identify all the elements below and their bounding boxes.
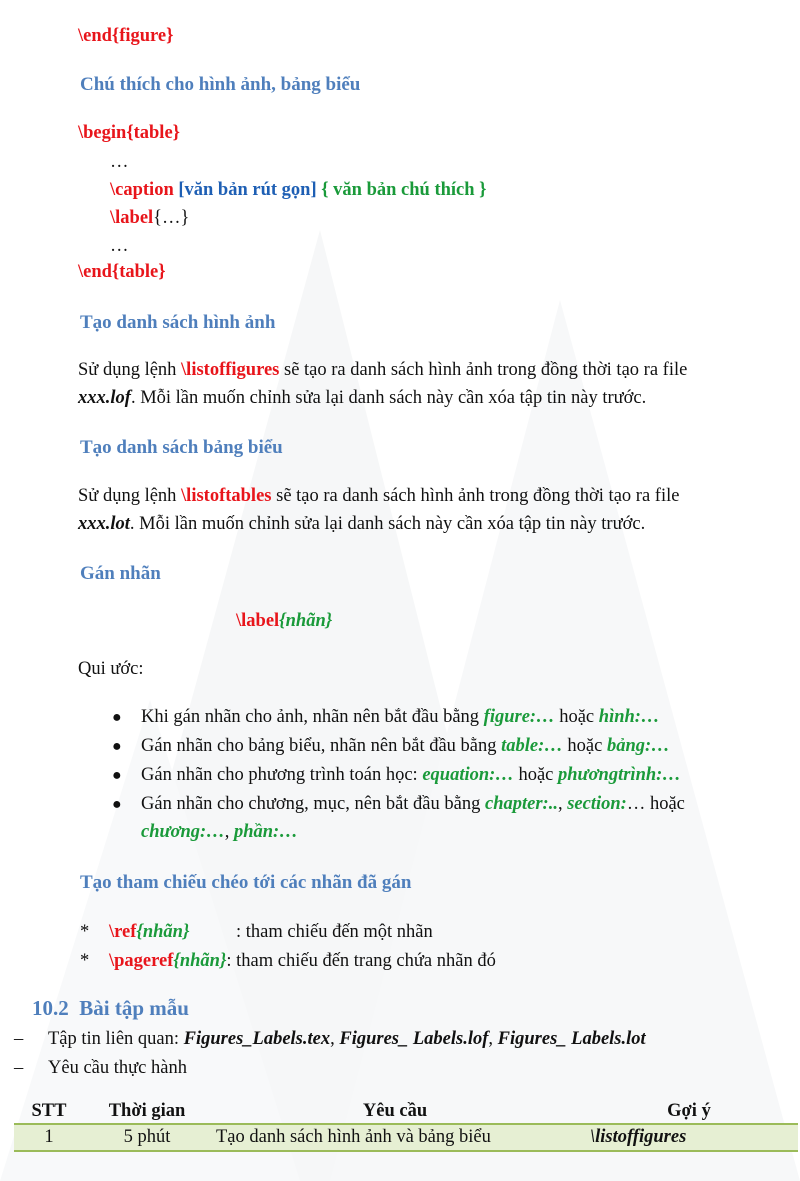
caption-long-text: { văn bản chú thích } xyxy=(321,180,487,200)
table-cell: \listoffigures xyxy=(580,1124,798,1151)
column-header: STT xyxy=(31,1101,67,1121)
pageref-syntax xyxy=(109,951,496,972)
star-icon: * xyxy=(80,922,90,942)
bullet-icon: ● xyxy=(112,796,122,813)
paragraph-text: , xyxy=(224,822,234,842)
ref-description: : tham chiếu đến một nhãn xyxy=(236,922,433,942)
caption-command-line xyxy=(110,180,486,201)
caption-heading: Chú thích cho hình ảnh, bảng biểu xyxy=(80,74,361,95)
list-item-text xyxy=(141,765,681,786)
star-icon: * xyxy=(80,951,90,971)
table-row xyxy=(14,1124,798,1151)
list-item-text xyxy=(141,794,685,815)
task-table xyxy=(14,1100,798,1152)
label-prefix: equation:… xyxy=(422,765,514,785)
listoftables-command: \listoftables xyxy=(181,486,272,506)
label-prefix: table:… xyxy=(501,736,563,756)
list-figures-paragraph-line1 xyxy=(78,360,687,381)
label-prefix: figure:… xyxy=(483,707,555,727)
table-cell: 1 xyxy=(14,1124,84,1151)
paragraph-text: Sử dụng lệnh xyxy=(78,486,182,506)
label-prefix: bảng:… xyxy=(606,736,670,756)
section-title: Bài tập mẫu xyxy=(79,996,189,1020)
file-name: Figures_Labels.tex xyxy=(183,1029,331,1049)
label-prefix: phần:… xyxy=(233,822,298,842)
dash-icon: – xyxy=(14,1058,24,1078)
column-header: Thời gian xyxy=(108,1101,186,1121)
list-figures-paragraph-line2 xyxy=(78,388,646,409)
end-table-command: \end{table} xyxy=(78,262,166,282)
table-header-row xyxy=(14,1100,798,1124)
label-arg: {nhãn} xyxy=(279,611,333,631)
ellipsis-line: … xyxy=(110,236,129,256)
file-name: Figures_ Labels.lof xyxy=(339,1029,489,1049)
table-cell: Tạo danh sách hình ảnh và bảng biểu xyxy=(210,1124,580,1151)
label-prefix: hình:… xyxy=(598,707,660,727)
pageref-command: \pageref xyxy=(109,951,174,971)
caption-command: \caption xyxy=(110,180,174,200)
paragraph-text: . Mỗi lần muốn chỉnh sửa lại danh sách này cần xóa tập tin này trước. xyxy=(129,514,646,534)
paragraph-text: , xyxy=(557,794,568,814)
bullet-icon: ● xyxy=(112,767,122,784)
ref-command: \ref xyxy=(109,922,137,942)
list-item-text xyxy=(141,707,659,728)
lof-file-name: xxx.lof xyxy=(78,388,131,408)
paragraph-text: … hoặc xyxy=(626,794,685,814)
section-heading xyxy=(32,996,189,1021)
paragraph-text: , xyxy=(330,1029,340,1049)
list-item-text xyxy=(141,736,670,757)
related-files-line xyxy=(48,1029,646,1050)
practice-requirement: Yêu cầu thực hành xyxy=(48,1058,187,1078)
paragraph-text: Khi gán nhãn cho ảnh, nhãn nên bắt đầu bằng xyxy=(141,707,484,727)
paragraph-text: hoặc xyxy=(554,707,599,727)
lot-file-name: xxx.lot xyxy=(78,514,130,534)
ellipsis-line: … xyxy=(110,152,129,172)
list-tables-paragraph-line2 xyxy=(78,514,645,535)
paragraph-text: , xyxy=(488,1029,498,1049)
list-item xyxy=(112,794,122,815)
paragraph-text: hoặc xyxy=(562,736,607,756)
crossref-heading: Tạo tham chiếu chéo tới các nhãn đã gán xyxy=(80,872,412,893)
listoffigures-command: \listoffigures xyxy=(181,360,280,380)
bullet-icon: ● xyxy=(112,709,122,726)
column-header: Yêu cầu xyxy=(362,1101,428,1121)
label-prefix: phươngtrình:… xyxy=(558,765,681,785)
paragraph-text: Gán nhãn cho phương trình toán học: xyxy=(141,765,423,785)
list-tables-heading: Tạo danh sách bảng biểu xyxy=(80,437,283,458)
list-item xyxy=(112,736,122,757)
paragraph-text: . Mỗi lần muốn chỉnh sửa lại danh sách này cần xóa tập tin này trước. xyxy=(130,388,647,408)
list-tables-paragraph-line1 xyxy=(78,486,679,507)
label-command: \label xyxy=(110,208,154,228)
paragraph-text: sẽ tạo ra danh sách hình ảnh trong đồng thời tạo ra file xyxy=(279,360,688,380)
list-item-text-continued xyxy=(141,822,298,843)
label-prefix: section: xyxy=(567,794,627,814)
end-figure-command: \end{figure} xyxy=(78,26,174,46)
pageref-description: : tham chiếu đến trang chứa nhãn đó xyxy=(226,951,496,971)
label-prefix: chương:… xyxy=(141,822,225,842)
pageref-arg: {nhãn} xyxy=(173,951,227,971)
paragraph-text: sẽ tạo ra danh sách hình ảnh trong đồng thời tạo ra file xyxy=(271,486,680,506)
file-name: Figures_ Labels.lot xyxy=(497,1029,646,1049)
label-syntax xyxy=(236,611,332,632)
ref-syntax xyxy=(109,922,189,943)
bullet-icon: ● xyxy=(112,738,122,755)
label-arg: {…} xyxy=(153,208,190,228)
label-command: \label xyxy=(236,611,280,631)
paragraph-text: Tập tin liên quan: xyxy=(48,1029,184,1049)
label-command-line xyxy=(110,208,189,229)
column-header: Gợi ý xyxy=(667,1101,711,1121)
section-number: 10.2 xyxy=(32,996,69,1020)
paragraph-text: hoặc xyxy=(513,765,558,785)
convention-label: Qui ước: xyxy=(78,659,144,679)
list-item xyxy=(112,765,122,786)
labels-heading: Gán nhãn xyxy=(80,563,161,584)
list-item xyxy=(112,707,122,728)
table-cell: 5 phút xyxy=(84,1124,210,1151)
paragraph-text: Sử dụng lệnh xyxy=(78,360,182,380)
paragraph-text: Gán nhãn cho bảng biểu, nhãn nên bắt đầu bằng xyxy=(141,736,502,756)
begin-table-command: \begin{table} xyxy=(78,123,180,143)
label-prefix: chapter:.. xyxy=(484,794,558,814)
ref-arg: {nhãn} xyxy=(136,922,190,942)
paragraph-text: Gán nhãn cho chương, mục, nên bắt đầu bằng xyxy=(141,794,485,814)
list-figures-heading: Tạo danh sách hình ảnh xyxy=(80,312,276,333)
dash-icon: – xyxy=(14,1029,24,1049)
caption-short-text: [văn bản rút gọn] xyxy=(178,180,317,200)
